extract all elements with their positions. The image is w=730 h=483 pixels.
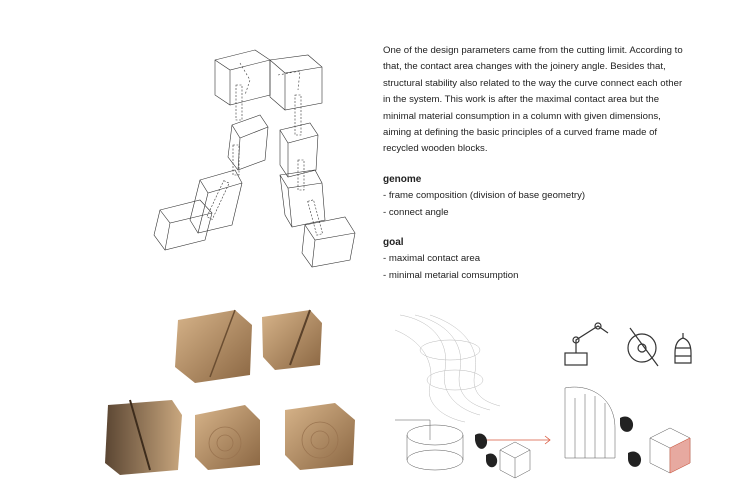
wood-block-5	[285, 403, 355, 470]
goal-item: - minimal metarial comsumption	[383, 269, 519, 281]
cube-right-top	[270, 55, 322, 110]
cube-left-base	[154, 200, 212, 250]
curved-column-sketch	[395, 315, 500, 422]
cube-right-mid	[280, 123, 318, 177]
cube-left-low	[190, 170, 242, 233]
wood-block-3	[105, 400, 182, 475]
wood-block-photos	[100, 305, 380, 480]
wood-block-1	[175, 310, 252, 383]
genome-title: genome	[383, 173, 422, 185]
goal-title: goal	[383, 237, 404, 249]
genome-item: - connect angle	[383, 206, 449, 218]
genome-item: - frame composition (division of base geometry)	[383, 190, 586, 202]
wood-block-2	[262, 310, 322, 370]
cube-left-mid	[228, 115, 268, 170]
intro-paragraph: One of the design parameters came from the cutting limit. According to that, the contact area changes with the joinery angle. Besides that, structural stability also related to the way the curve connect each other in the system. This work is after the maximal contact area but the minimal material consumption in a column with given dimensions, aiming at defining the basic principles of a curved frame made of recycled wooden blocks.	[383, 45, 683, 155]
process-icons	[560, 318, 710, 483]
robot-gripper	[475, 433, 497, 467]
wood-block-4	[195, 405, 260, 470]
description-panel	[383, 43, 683, 284]
gripper-pair	[620, 416, 641, 466]
fabrication-diagram	[390, 310, 565, 480]
bottle-icon	[675, 333, 691, 363]
wireframe-block-diagram	[140, 35, 370, 275]
saw-cut-assembly	[395, 420, 530, 478]
cube-left-top	[215, 50, 270, 105]
robot-arm-icon	[565, 323, 608, 365]
accent-arrow	[485, 436, 550, 444]
saw-blade-icon	[628, 328, 658, 366]
goal-item: - maximal contact area	[383, 253, 481, 265]
cube-right-base	[302, 217, 355, 267]
